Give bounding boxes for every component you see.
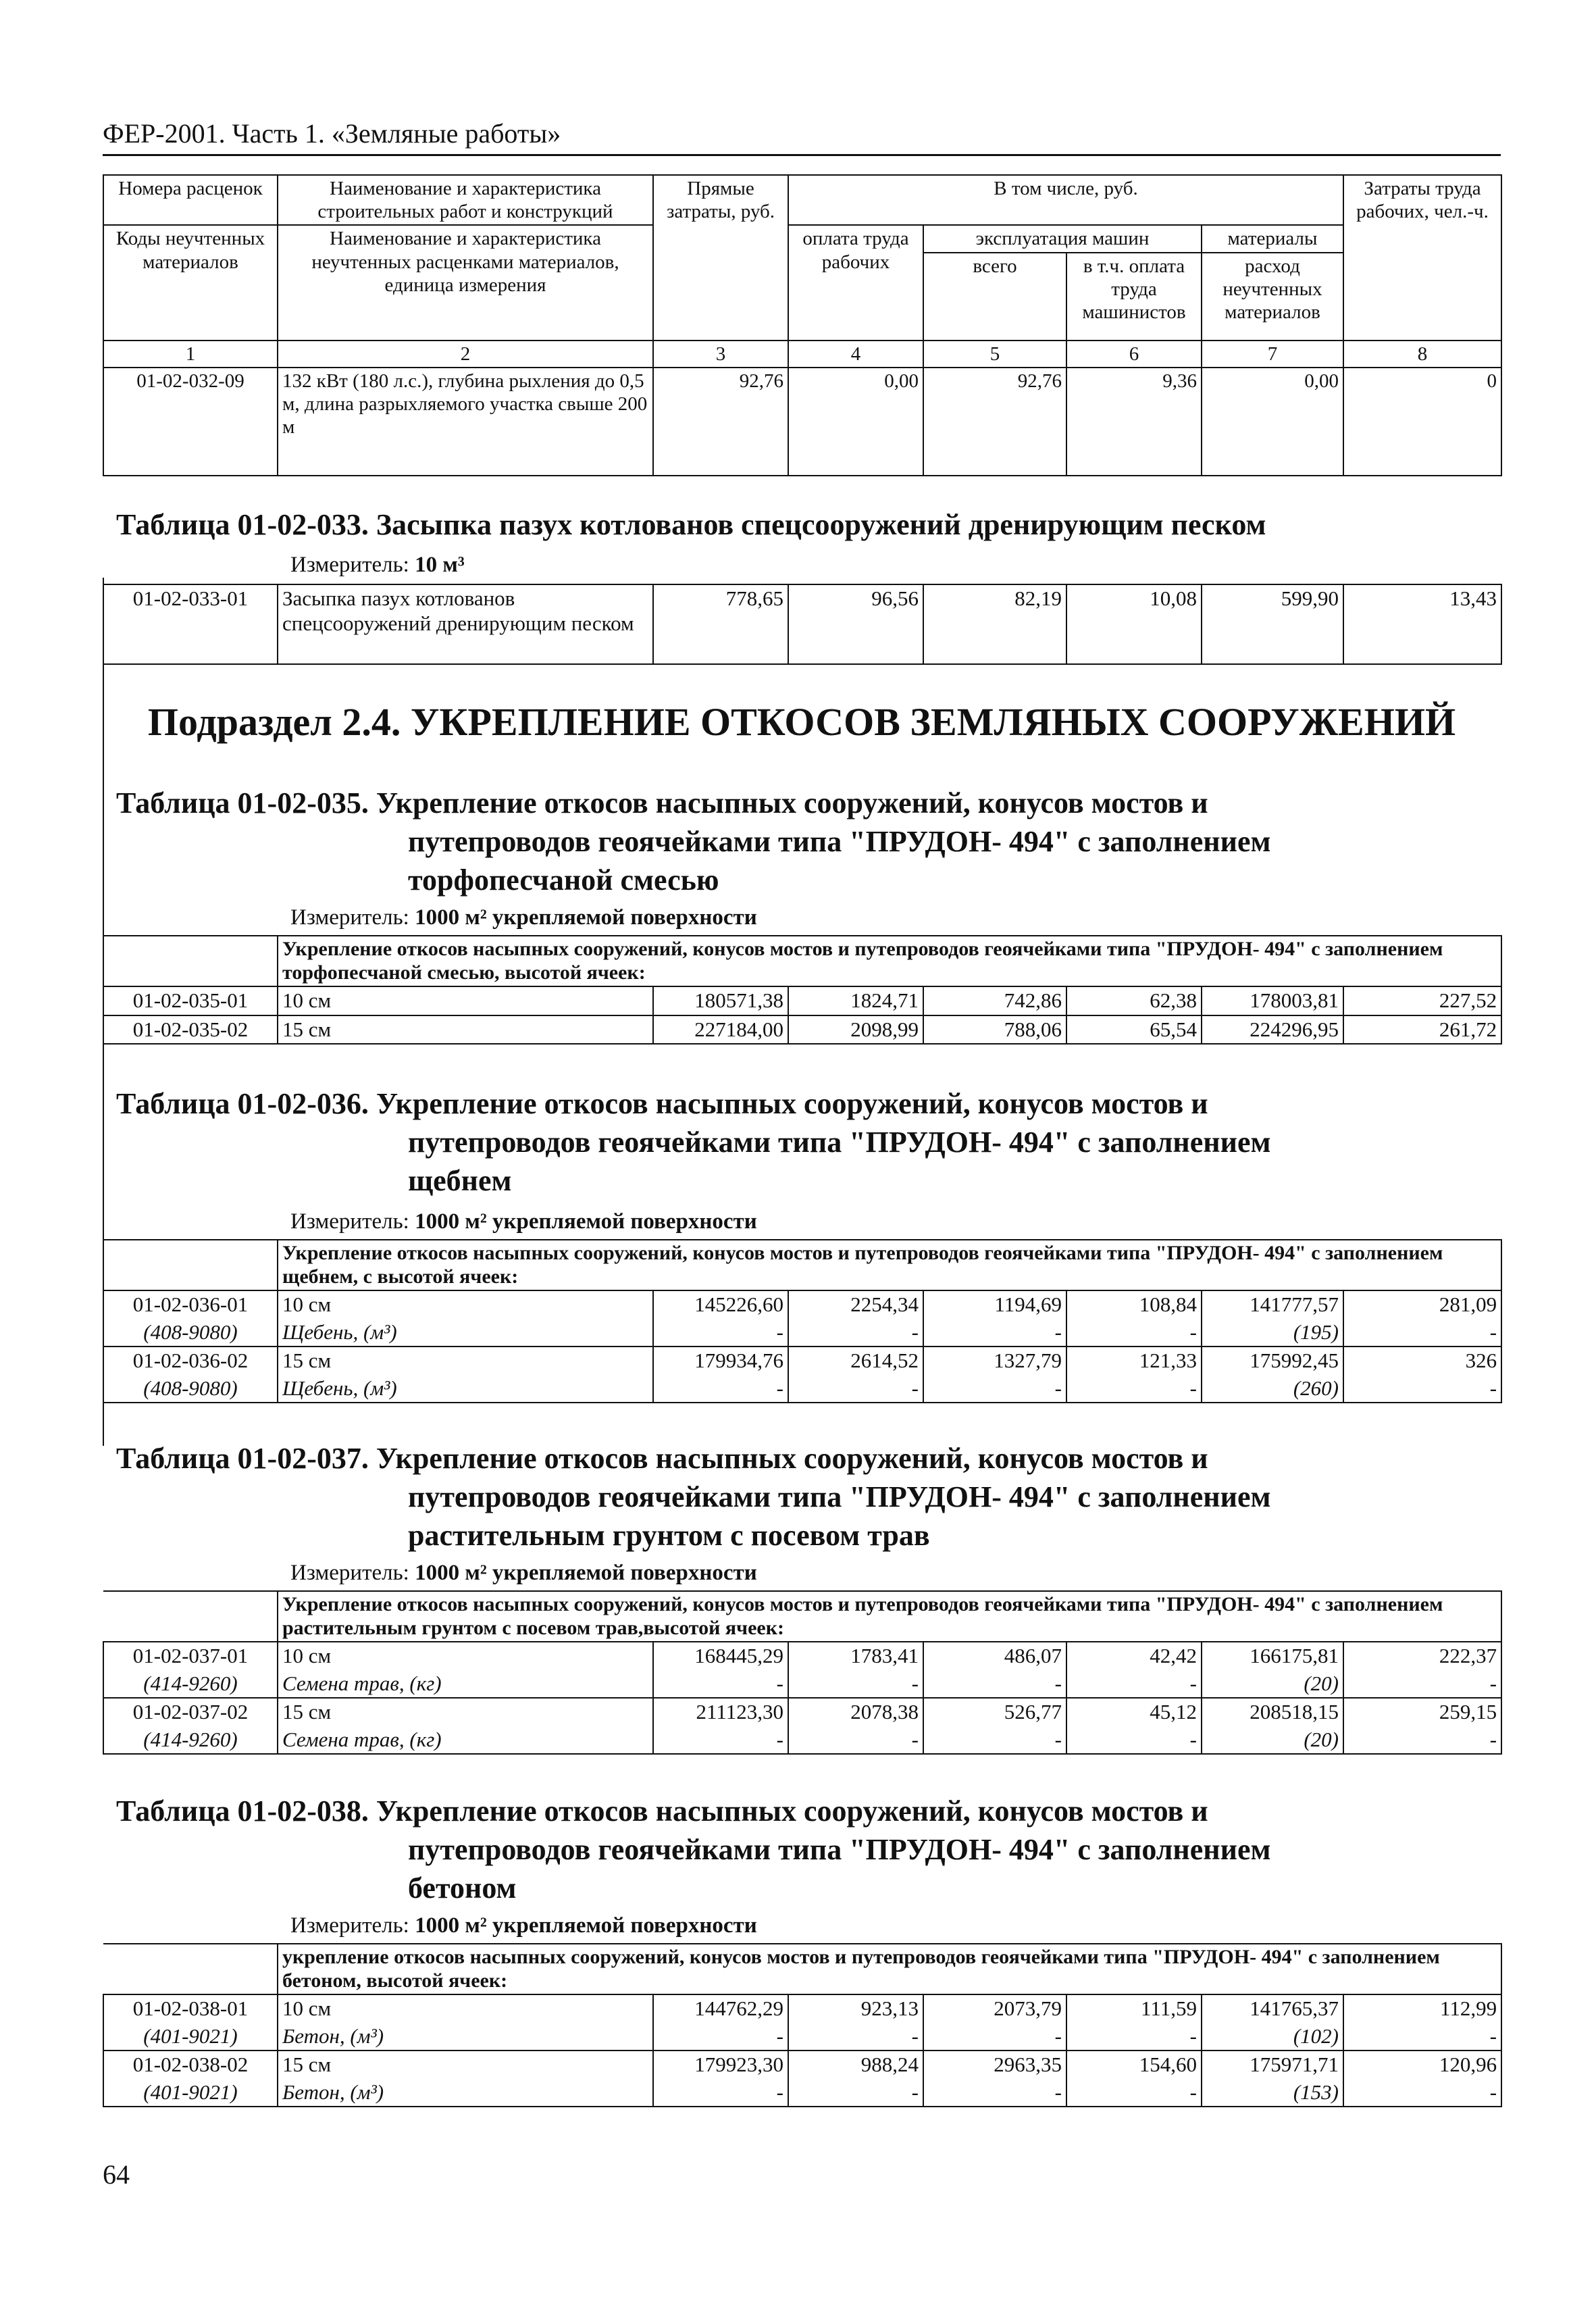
dash: - (1066, 2023, 1202, 2051)
row-v3: 179934,76 (653, 1347, 788, 1375)
table-row (103, 1347, 1501, 1375)
row-code: 01-02-035-01 (103, 986, 278, 1015)
row-v4: 2098,99 (788, 1015, 923, 1045)
group-label: Укрепление откосов насыпных сооружений, конусов мостов и путепроводов геоячейками типа "ПРУДОН- 494" с заполнением растительным грунтом с посевом трав,высотой ячеек: (278, 1591, 1501, 1642)
col-incl: В том числе, руб. (788, 175, 1343, 225)
row-v3: 145226,60 (653, 1290, 788, 1319)
material-name: Семена трав, (кг) (278, 1670, 653, 1699)
group-row (103, 1240, 1501, 1290)
material-code: (401-9021) (103, 2079, 278, 2107)
material-name: Бетон, (м³) (278, 2023, 653, 2051)
dash: - (788, 2079, 923, 2107)
table-035-meter: Измеритель: 1000 м² укрепляемой поверхности (290, 905, 757, 930)
row-v8: 227,52 (1343, 986, 1501, 1015)
table-037-title: Таблица 01-02-037. Укрепление откосов насыпных сооружений, конусов мостов и путепроводов геоячейками типа "ПРУДОН- 494" с заполнением растительным грунтом с посевом трав (116, 1442, 1271, 1553)
row-name: 132 кВт (180 л.с.), глубина рыхления до 0,5 м, длина разрыхляемого участка свыше 200 м (278, 368, 653, 476)
row-name: 10 см (278, 1994, 653, 2023)
dash: - (788, 1319, 923, 1347)
colnum-8: 8 (1343, 341, 1501, 368)
row-name: 15 см (278, 1347, 653, 1375)
row-v3: 227184,00 (653, 1015, 788, 1045)
col-7: расход неучтенных материалов (1202, 253, 1343, 341)
material-row (103, 1670, 1501, 1699)
dash: - (788, 2023, 923, 2051)
row-v8: 281,09 (1343, 1290, 1501, 1319)
row-code: 01-02-032-09 (103, 368, 278, 476)
row-code: 01-02-036-01 (103, 1290, 278, 1319)
dash: - (653, 1726, 788, 1755)
dash: - (653, 2079, 788, 2107)
material-row (103, 1319, 1501, 1347)
row-v6: 108,84 (1066, 1290, 1202, 1319)
dash: - (1066, 1375, 1202, 1403)
dash: - (923, 1726, 1066, 1755)
row-v7: 208518,15 (1202, 1698, 1343, 1726)
dash: - (653, 1670, 788, 1699)
dash: - (653, 1319, 788, 1347)
row-code: 01-02-037-02 (103, 1698, 278, 1726)
header-table (103, 174, 1501, 476)
row-v6: 45,12 (1066, 1698, 1202, 1726)
row-v8: 326 (1343, 1347, 1501, 1375)
col-2b: Наименование и характеристика неучтенных расценками материалов, единица измерения (278, 225, 653, 340)
row-name: 10 см (278, 1290, 653, 1319)
row-v6: 10,08 (1066, 584, 1202, 664)
row-v8: 120,96 (1343, 2051, 1501, 2079)
dash: - (788, 1375, 923, 1403)
row-v4: 923,13 (788, 1994, 923, 2023)
row-v3: 168445,29 (653, 1642, 788, 1670)
row-v4: 1824,71 (788, 986, 923, 1015)
material-name: Бетон, (м³) (278, 2079, 653, 2107)
row-v4: 1783,41 (788, 1642, 923, 1670)
row-v7: 175992,45 (1202, 1347, 1343, 1375)
row-v4: 2614,52 (788, 1347, 923, 1375)
row-v5: 2073,79 (923, 1994, 1066, 2023)
row-v3: 144762,29 (653, 1994, 788, 2023)
col-1b: Коды неучтенных материалов (103, 225, 278, 340)
row-v8: 13,43 (1343, 584, 1501, 664)
row-code: 01-02-038-01 (103, 1994, 278, 2023)
row-v6: 121,33 (1066, 1347, 1202, 1375)
table-033-title: Таблица 01-02-033. Засыпка пазух котлованов спецсооружений дренирующим песком (116, 508, 1266, 541)
dash: - (923, 1319, 1066, 1347)
row-v6: 42,42 (1066, 1642, 1202, 1670)
row-v5: 486,07 (923, 1642, 1066, 1670)
row-v8: 222,37 (1343, 1642, 1501, 1670)
row-v7: 141765,37 (1202, 1994, 1343, 2023)
row-v8: 259,15 (1343, 1698, 1501, 1726)
table-035-title: Таблица 01-02-035. Укрепление откосов насыпных сооружений, конусов мостов и путепроводов геоячейками типа "ПРУДОН- 494" с заполнением торфопесчаной смесью (116, 786, 1271, 897)
colnum-2: 2 (278, 341, 653, 368)
col-6: в т.ч. оплата труда машинистов (1066, 253, 1202, 341)
dash: - (1066, 1319, 1202, 1347)
row-v7: 175971,71 (1202, 2051, 1343, 2079)
col-3: Прямые затраты, руб. (653, 175, 788, 341)
dash: - (653, 1375, 788, 1403)
row-v3: 92,76 (653, 368, 788, 476)
dash: - (923, 1670, 1066, 1699)
table-038 (103, 1943, 1501, 2107)
table-row (103, 986, 1501, 1015)
row-v5: 1327,79 (923, 1347, 1066, 1375)
row-v7: 224296,95 (1202, 1015, 1343, 1045)
material-qty: (20) (1202, 1726, 1343, 1755)
table-036 (103, 1239, 1501, 1403)
row-v7: 599,90 (1202, 584, 1343, 664)
row-code: 01-02-035-02 (103, 1015, 278, 1045)
col-8: Затраты труда рабочих, чел.-ч. (1343, 175, 1501, 341)
row-code: 01-02-037-01 (103, 1642, 278, 1670)
table-036-title: Таблица 01-02-036. Укрепление откосов насыпных сооружений, конусов мостов и путепроводов геоячейками типа "ПРУДОН- 494" с заполнением щебнем (116, 1087, 1271, 1198)
dash: - (1343, 2023, 1501, 2051)
col-mach: эксплуатация машин (923, 225, 1202, 252)
group-label: Укрепление откосов насыпных сооружений, конусов мостов и путепроводов геоячейками типа "ПРУДОН- 494" с заполнением торфопесчаной смесью, высотой ячеек: (278, 936, 1501, 986)
dash: - (923, 2023, 1066, 2051)
material-name: Семена трав, (кг) (278, 1726, 653, 1755)
table-033-meter: Измеритель: 10 м³ (290, 553, 465, 577)
row-code: 01-02-033-01 (103, 584, 278, 664)
page-number: 64 (103, 2159, 130, 2190)
material-row (103, 1726, 1501, 1755)
table-033 (103, 584, 1501, 665)
group-label: Укрепление откосов насыпных сооружений, конусов мостов и путепроводов геоячейками типа "ПРУДОН- 494" с заполнением щебнем, с высотой ячеек: (278, 1240, 1501, 1290)
row-name: Засыпка пазух котлованов спецсооружений дренирующим песком (278, 584, 653, 664)
row-code: 01-02-036-02 (103, 1347, 278, 1375)
colnum-3: 3 (653, 341, 788, 368)
material-qty: (102) (1202, 2023, 1343, 2051)
dash: - (788, 1726, 923, 1755)
dash: - (1343, 1375, 1501, 1403)
table-row (103, 1015, 1501, 1045)
dash: - (653, 2023, 788, 2051)
table-row (103, 1642, 1501, 1670)
material-code: (408-9080) (103, 1319, 278, 1347)
table-row (103, 584, 1501, 664)
dash: - (788, 1670, 923, 1699)
table-row (103, 1290, 1501, 1319)
row-v4: 2078,38 (788, 1698, 923, 1726)
dash: - (1343, 2079, 1501, 2107)
row-name: 10 см (278, 986, 653, 1015)
material-qty: (195) (1202, 1319, 1343, 1347)
material-code: (408-9080) (103, 1375, 278, 1403)
col-2a: Наименование и характеристика строительных работ и конструкций (278, 175, 653, 225)
table-row (103, 368, 1501, 476)
row-code: 01-02-038-02 (103, 2051, 278, 2079)
row-v5: 526,77 (923, 1698, 1066, 1726)
dash: - (1066, 1670, 1202, 1699)
row-v5: 788,06 (923, 1015, 1066, 1045)
row-name: 15 см (278, 1015, 653, 1045)
table-row (103, 1698, 1501, 1726)
row-v4: 2254,34 (788, 1290, 923, 1319)
table-035 (103, 935, 1501, 1045)
row-v3: 179923,30 (653, 2051, 788, 2079)
row-v6: 111,59 (1066, 1994, 1202, 2023)
row-v3: 211123,30 (653, 1698, 788, 1726)
col-mat: материалы (1202, 225, 1343, 252)
material-name: Щебень, (м³) (278, 1375, 653, 1403)
col-5: всего (923, 253, 1066, 341)
row-v3: 778,65 (653, 584, 788, 664)
row-v4: 0,00 (788, 368, 923, 476)
col-1a: Номера расценок (103, 175, 278, 225)
row-v4: 988,24 (788, 2051, 923, 2079)
row-v6: 62,38 (1066, 986, 1202, 1015)
material-row (103, 1375, 1501, 1403)
material-code: (414-9260) (103, 1670, 278, 1699)
table-037 (103, 1590, 1501, 1755)
row-v7: 166175,81 (1202, 1642, 1343, 1670)
row-v5: 82,19 (923, 584, 1066, 664)
row-v3: 180571,38 (653, 986, 788, 1015)
row-v5: 92,76 (923, 368, 1066, 476)
dash: - (1066, 1726, 1202, 1755)
material-code: (414-9260) (103, 1726, 278, 1755)
row-v6: 65,54 (1066, 1015, 1202, 1045)
dash: - (923, 2079, 1066, 2107)
material-row (103, 2023, 1501, 2051)
row-v8: 261,72 (1343, 1015, 1501, 1045)
table-038-meter: Измеритель: 1000 м² укрепляемой поверхности (290, 1913, 757, 1938)
row-name: 15 см (278, 1698, 653, 1726)
row-v6: 9,36 (1066, 368, 1202, 476)
row-v6: 154,60 (1066, 2051, 1202, 2079)
row-name: 15 см (278, 2051, 653, 2079)
table-row (103, 1994, 1501, 2023)
dash: - (1343, 1670, 1501, 1699)
row-v8: 112,99 (1343, 1994, 1501, 2023)
material-qty: (260) (1202, 1375, 1343, 1403)
colnum-5: 5 (923, 341, 1066, 368)
table-038-title: Таблица 01-02-038. Укрепление откосов насыпных сооружений, конусов мостов и путепроводов геоячейками типа "ПРУДОН- 494" с заполнением бетоном (116, 1794, 1271, 1905)
group-label: укрепление откосов насыпных сооружений, конусов мостов и путепроводов геоячейками типа "ПРУДОН- 494" с заполнением бетоном, высотой ячеек: (278, 1944, 1501, 1994)
dash: - (1343, 1726, 1501, 1755)
row-v5: 1194,69 (923, 1290, 1066, 1319)
page-header: ФЕР-2001. Часть 1. «Земляные работы» (103, 119, 1501, 156)
row-v7: 178003,81 (1202, 986, 1343, 1015)
row-v7: 141777,57 (1202, 1290, 1343, 1319)
group-row (103, 1591, 1501, 1642)
col-4: оплата труда рабочих (788, 225, 923, 340)
row-v4: 96,56 (788, 584, 923, 664)
colnum-4: 4 (788, 341, 923, 368)
material-code: (401-9021) (103, 2023, 278, 2051)
colnum-7: 7 (1202, 341, 1343, 368)
row-v5: 742,86 (923, 986, 1066, 1015)
group-row (103, 1944, 1501, 1994)
section-title: Подраздел 2.4. УКРЕПЛЕНИЕ ОТКОСОВ ЗЕМЛЯНЫХ СООРУЖЕНИЙ (147, 700, 1456, 744)
material-qty: (20) (1202, 1670, 1343, 1699)
row-v8: 0 (1343, 368, 1501, 476)
table-037-meter: Измеритель: 1000 м² укрепляемой поверхности (290, 1561, 757, 1585)
dash: - (1066, 2079, 1202, 2107)
dash: - (923, 1375, 1066, 1403)
row-v7: 0,00 (1202, 368, 1343, 476)
row-v5: 2963,35 (923, 2051, 1066, 2079)
group-row (103, 936, 1501, 986)
material-qty: (153) (1202, 2079, 1343, 2107)
colnum-1: 1 (103, 341, 278, 368)
colnum-6: 6 (1066, 341, 1202, 368)
table-row (103, 2051, 1501, 2079)
material-name: Щебень, (м³) (278, 1319, 653, 1347)
table-036-meter: Измеритель: 1000 м² укрепляемой поверхности (290, 1209, 757, 1234)
dash: - (1343, 1319, 1501, 1347)
row-name: 10 см (278, 1642, 653, 1670)
material-row (103, 2079, 1501, 2107)
